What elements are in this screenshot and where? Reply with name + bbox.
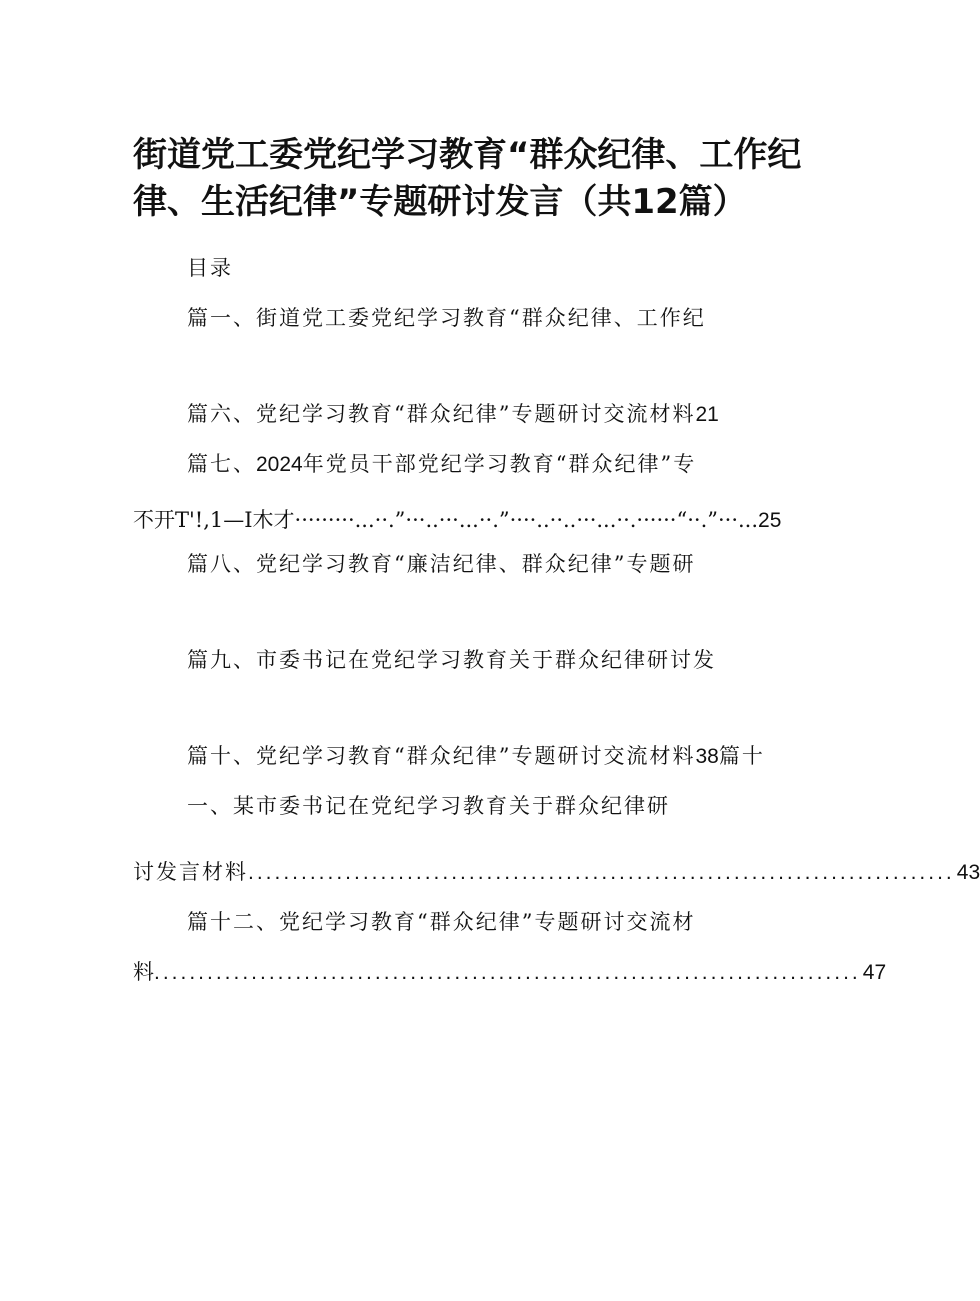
toc-item-6-page: 21 (695, 403, 719, 426)
title-line-1: 街道党工委党纪学习教育“群众纪律、工作纪 (133, 135, 802, 175)
toc-item-7-label: 年党员干部党纪学习教育“群众纪律”专 (302, 452, 697, 476)
toc-item-10[interactable] (187, 742, 765, 771)
toc-item-7-prefix: 篇七、 (187, 452, 256, 476)
toc-item-7-continuation[interactable] (133, 506, 781, 535)
toc-heading: 目录 (187, 256, 233, 280)
toc-item-7-page: 25 (758, 509, 782, 532)
toc-item-11-leader: ................................................................................ (248, 861, 955, 884)
toc-item-12-leader: ................................................................................ (154, 961, 861, 984)
toc-item-10-tail: 篇十 (718, 744, 765, 768)
title-line-2: 律、生活纪律”专题研讨发言（共12篇） (133, 182, 747, 222)
toc-item-9[interactable]: 篇九、市委书记在党纪学习教育关于群众纪律研讨发 (187, 648, 716, 672)
toc-item-1[interactable]: 篇一、街道党工委党纪学习教育“群众纪律、工作纪 (187, 306, 706, 330)
toc-item-12-continuation[interactable] (133, 958, 887, 987)
toc-item-11-continuation[interactable] (133, 858, 980, 887)
toc-item-12-label-end: 料 (133, 960, 154, 984)
toc-item-7[interactable] (187, 450, 696, 479)
toc-item-6-label: 篇六、党纪学习教育“群众纪律”专题研讨交流材料 (187, 402, 696, 426)
toc-item-8[interactable]: 篇八、党纪学习教育“廉洁纪律、群众纪律”专题研 (187, 552, 696, 576)
toc-item-11-page: 43 (956, 861, 980, 884)
toc-item-12[interactable]: 篇十二、党纪学习教育“群众纪律”专题研讨交流材 (187, 910, 696, 934)
toc-item-10-label: 篇十、党纪学习教育“群众纪律”专题研讨交流材料 (187, 744, 696, 768)
toc-item-10-page: 38 (695, 745, 719, 768)
toc-item-11-label-end: 讨发言材料 (133, 860, 248, 884)
toc-item-6[interactable] (187, 400, 719, 429)
toc-item-7-garbled-text: 不开T'!,1—I木才·········...··.”···..···...··.”····..··..···...··.······“··.”···... (133, 508, 759, 532)
toc-item-11[interactable]: 一、某市委书记在党纪学习教育关于群众纪律研 (187, 794, 670, 818)
toc-item-7-year: 2024 (256, 453, 303, 476)
toc-item-12-page: 47 (862, 961, 887, 984)
